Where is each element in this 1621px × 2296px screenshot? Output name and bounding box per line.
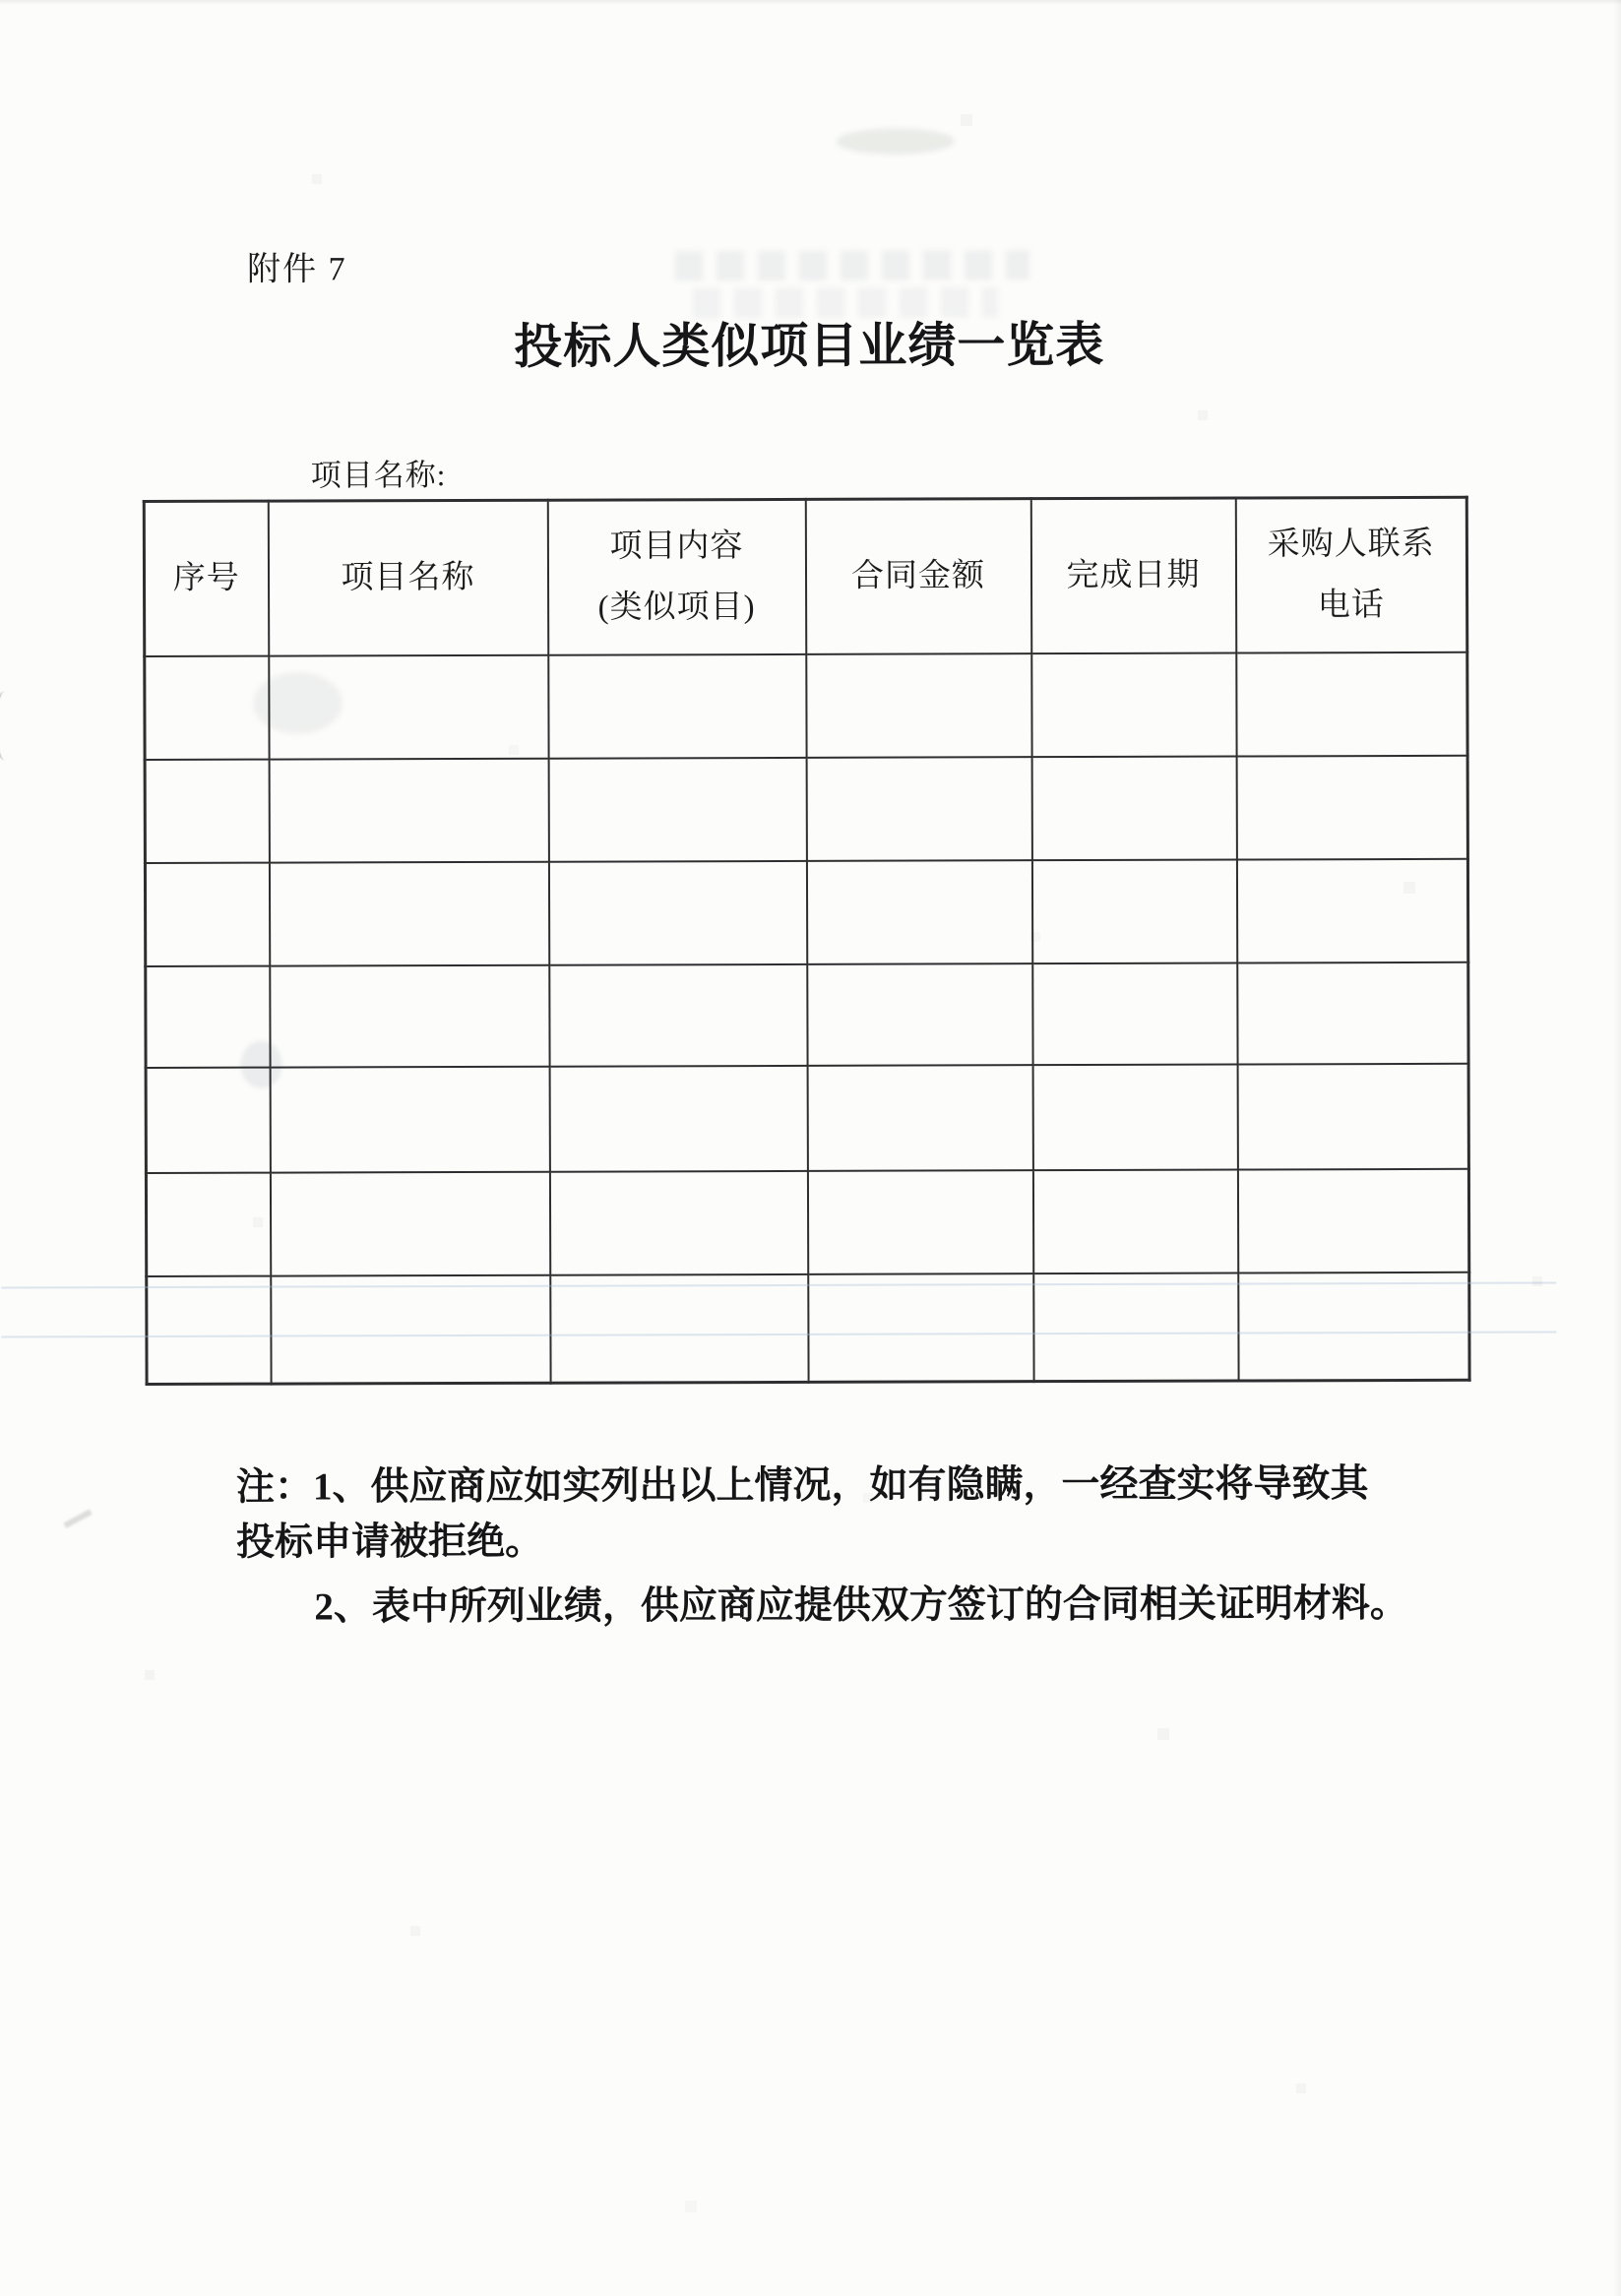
empty-cell <box>1031 652 1236 757</box>
performance-table <box>143 496 1471 1386</box>
column-header-text: 合同金额 <box>850 558 986 594</box>
scan-edge-shadow <box>0 0 1621 5</box>
empty-cell <box>1032 962 1237 1065</box>
table-row <box>145 652 1467 759</box>
empty-cell <box>145 862 269 965</box>
empty-cell <box>145 759 269 862</box>
column-header-text: 序号 <box>172 560 240 596</box>
table-row <box>145 858 1467 965</box>
scan-edge-shadow <box>1613 0 1621 2296</box>
note-line-2: 投标申请被拒绝。 <box>236 1520 544 1564</box>
empty-cell <box>1237 1168 1468 1272</box>
empty-cell <box>1238 1272 1469 1381</box>
column-header-purchaser-phone <box>1235 497 1466 652</box>
empty-cell <box>1237 1063 1468 1169</box>
empty-cell <box>1031 859 1236 963</box>
table-row <box>146 1063 1468 1172</box>
column-header-text: 项目名称 <box>341 559 475 596</box>
table-header-row <box>144 497 1466 655</box>
column-header-index <box>144 501 268 655</box>
empty-cell <box>1236 858 1467 962</box>
margin-mark-artifact <box>0 691 17 760</box>
table-row <box>145 755 1467 862</box>
empty-cell <box>270 1171 549 1275</box>
column-header-project-name <box>268 500 547 655</box>
empty-cell <box>549 963 807 1066</box>
empty-cell <box>1032 1169 1237 1273</box>
empty-cell <box>806 757 1031 861</box>
empty-cell <box>807 1170 1032 1274</box>
empty-cell <box>549 1065 807 1171</box>
empty-cell <box>808 1273 1033 1383</box>
empty-cell <box>548 757 806 861</box>
empty-cell <box>146 965 270 1067</box>
empty-cell <box>1237 962 1468 1064</box>
empty-cell <box>807 963 1032 1066</box>
empty-cell <box>1236 755 1467 859</box>
empty-cell <box>145 655 269 759</box>
empty-cell <box>1033 1272 1238 1382</box>
column-header-text: 电话 <box>1317 588 1385 624</box>
empty-cell <box>806 653 1031 758</box>
project-name-label: 项目名称: <box>310 458 447 493</box>
table-row <box>146 962 1468 1067</box>
note-line-1: 注：1、供应商应如实列出以上情况，如有隐瞒，一经查实将导致其 <box>235 1462 1369 1509</box>
empty-cell <box>806 860 1031 964</box>
empty-cell <box>269 654 548 759</box>
empty-cell <box>146 1172 270 1275</box>
empty-cell <box>146 1067 270 1172</box>
margin-mark-artifact <box>63 1509 92 1527</box>
page-title: 投标人类似项目业绩一览表 <box>514 317 1105 374</box>
empty-cell <box>807 1065 1032 1171</box>
column-header-text: 项目内容 <box>609 527 744 565</box>
table-row <box>147 1272 1469 1384</box>
table-row <box>146 1168 1468 1275</box>
note-line-3: 2、表中所列业绩，供应商应提供双方签订的合同相关证明材料。 <box>314 1582 1408 1629</box>
empty-cell <box>270 1066 549 1172</box>
empty-cell <box>1032 1064 1237 1170</box>
empty-cell <box>269 861 548 965</box>
empty-cell <box>271 1274 550 1384</box>
empty-cell <box>270 964 549 1067</box>
column-header-contract-amount <box>805 499 1030 654</box>
column-header-text: (类似项目) <box>597 590 756 626</box>
smudge-artifact <box>837 128 955 154</box>
empty-cell <box>147 1275 271 1384</box>
empty-cell <box>550 1273 808 1383</box>
empty-cell <box>549 1170 807 1274</box>
empty-cell <box>269 758 548 862</box>
column-header-text: 完成日期 <box>1066 557 1201 593</box>
column-header-text: 采购人联系 <box>1267 526 1435 562</box>
empty-cell <box>548 653 806 758</box>
empty-cell <box>1031 756 1236 860</box>
empty-cell <box>548 860 806 964</box>
column-header-project-content <box>547 499 805 654</box>
attachment-label: 附件 7 <box>246 251 347 288</box>
print-through-artifact <box>675 250 1029 280</box>
empty-cell <box>1236 652 1467 756</box>
column-header-completion-date <box>1030 498 1235 653</box>
